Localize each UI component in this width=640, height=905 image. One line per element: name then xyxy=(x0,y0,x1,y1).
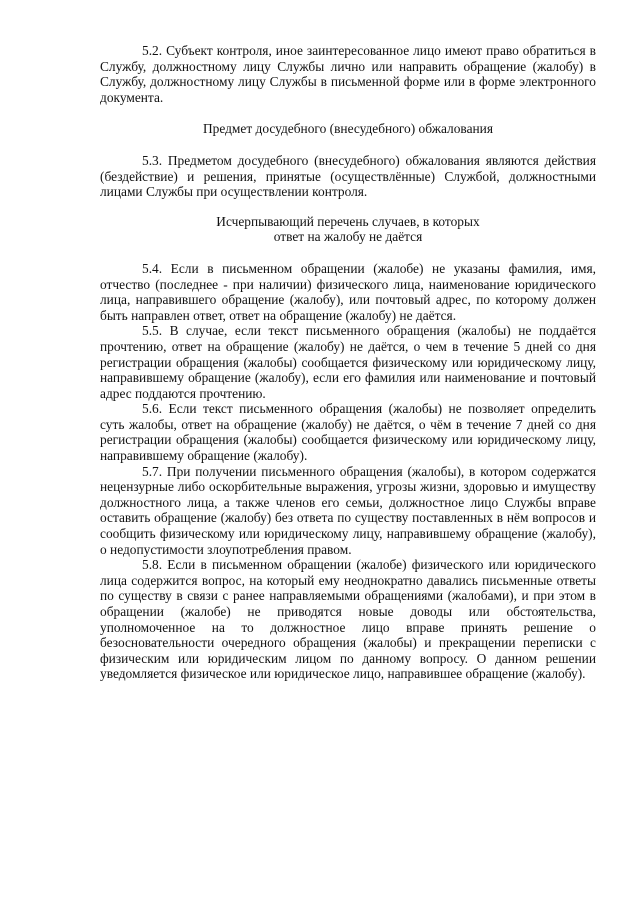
section-heading-list xyxy=(100,214,596,245)
section-heading-list-line1: Исчерпывающий перечень случаев, в которых xyxy=(216,213,480,229)
paragraph-5-5: 5.5. В случае, если текст письменного обращения (жалобы) не поддаётся прочтению, ответ на обращение (жалобу) не даётся, о чем в течение 5 дней со дня регистрации обращения (жалобы) сообщается физическому или юридическому лицу, направившему обращение (жалобу), если его фамилия или наименование и почтовый адрес поддаются прочтению. xyxy=(100,323,596,401)
section-heading-list-line2: ответ на жалобу не даётся xyxy=(273,229,423,245)
section-heading-subject: Предмет досудебного (внесудебного) обжалования xyxy=(202,121,494,137)
document-body xyxy=(100,43,596,682)
paragraph-5-6: 5.6. Если текст письменного обращения (жалобы) не позволяет определить суть жалобы, ответ на обращение (жалобу) не даётся, о чём в течение 7 дней со дня регистрации обращения (жалобы) сообщается физическому или юридическому лицу, направившему обращение (жалобу). xyxy=(100,401,596,464)
paragraph-5-4: 5.4. Если в письменном обращении (жалобе) не указаны фамилия, имя, отчество (последнее - при наличии) физического лица, наименование юридического лица, направившего обращение (жалобу), или почтовый адрес, по которому должен быть направлен ответ, ответ на обращение (жалобу) не даётся. xyxy=(100,260,596,323)
paragraph-5-3: 5.3. Предметом досудебного (внесудебного) обжалования являются действия (бездействие) и решения, принятые (осуществлённые) Службой, должностными лицами Службы при осуществлении контроля. xyxy=(100,152,596,200)
paragraph-5-8: 5.8. Если в письменном обращении (жалобе) физического или юридического лица содержится вопрос, на который ему неоднократно давались письменные ответы по существу в связи с ранее направляемыми обращениями (жалобами), и при этом в обращении (жалобе) не приводятся новые доводы или обстоятельства, уполномоченное на то должностное лицо вправе принять решение о безосновательности очередного обращения (жалобы) и прекращении переписки с физическим или юридическим лицом по данному вопросу. О данном решении уведомляется физическое или юридическое лицо, направившее обращение (жалобу). xyxy=(100,557,596,682)
paragraph-5-2: 5.2. Субъект контроля, иное заинтересованное лицо имеют право обратиться в Службу, должностному лицу Службы лично или направить обращение (жалобу) в Службу, должностному лицу Службы в письменной форме или в форме электронного документа. xyxy=(100,43,596,105)
paragraph-5-7: 5.7. При получении письменного обращения (жалобы), в котором содержатся нецензурные либо оскорбительные выражения, угрозы жизни, здоровью и имуществу должностного лица, а также членов его семьи, должностное лицо Службы вправе оставить обращение (жалобу) без ответа по существу поставленных в нём вопросов и сообщить физическому или юридическому лицу, направившему обращение (жалобу), о недопустимости злоупотребления правом. xyxy=(100,463,596,557)
